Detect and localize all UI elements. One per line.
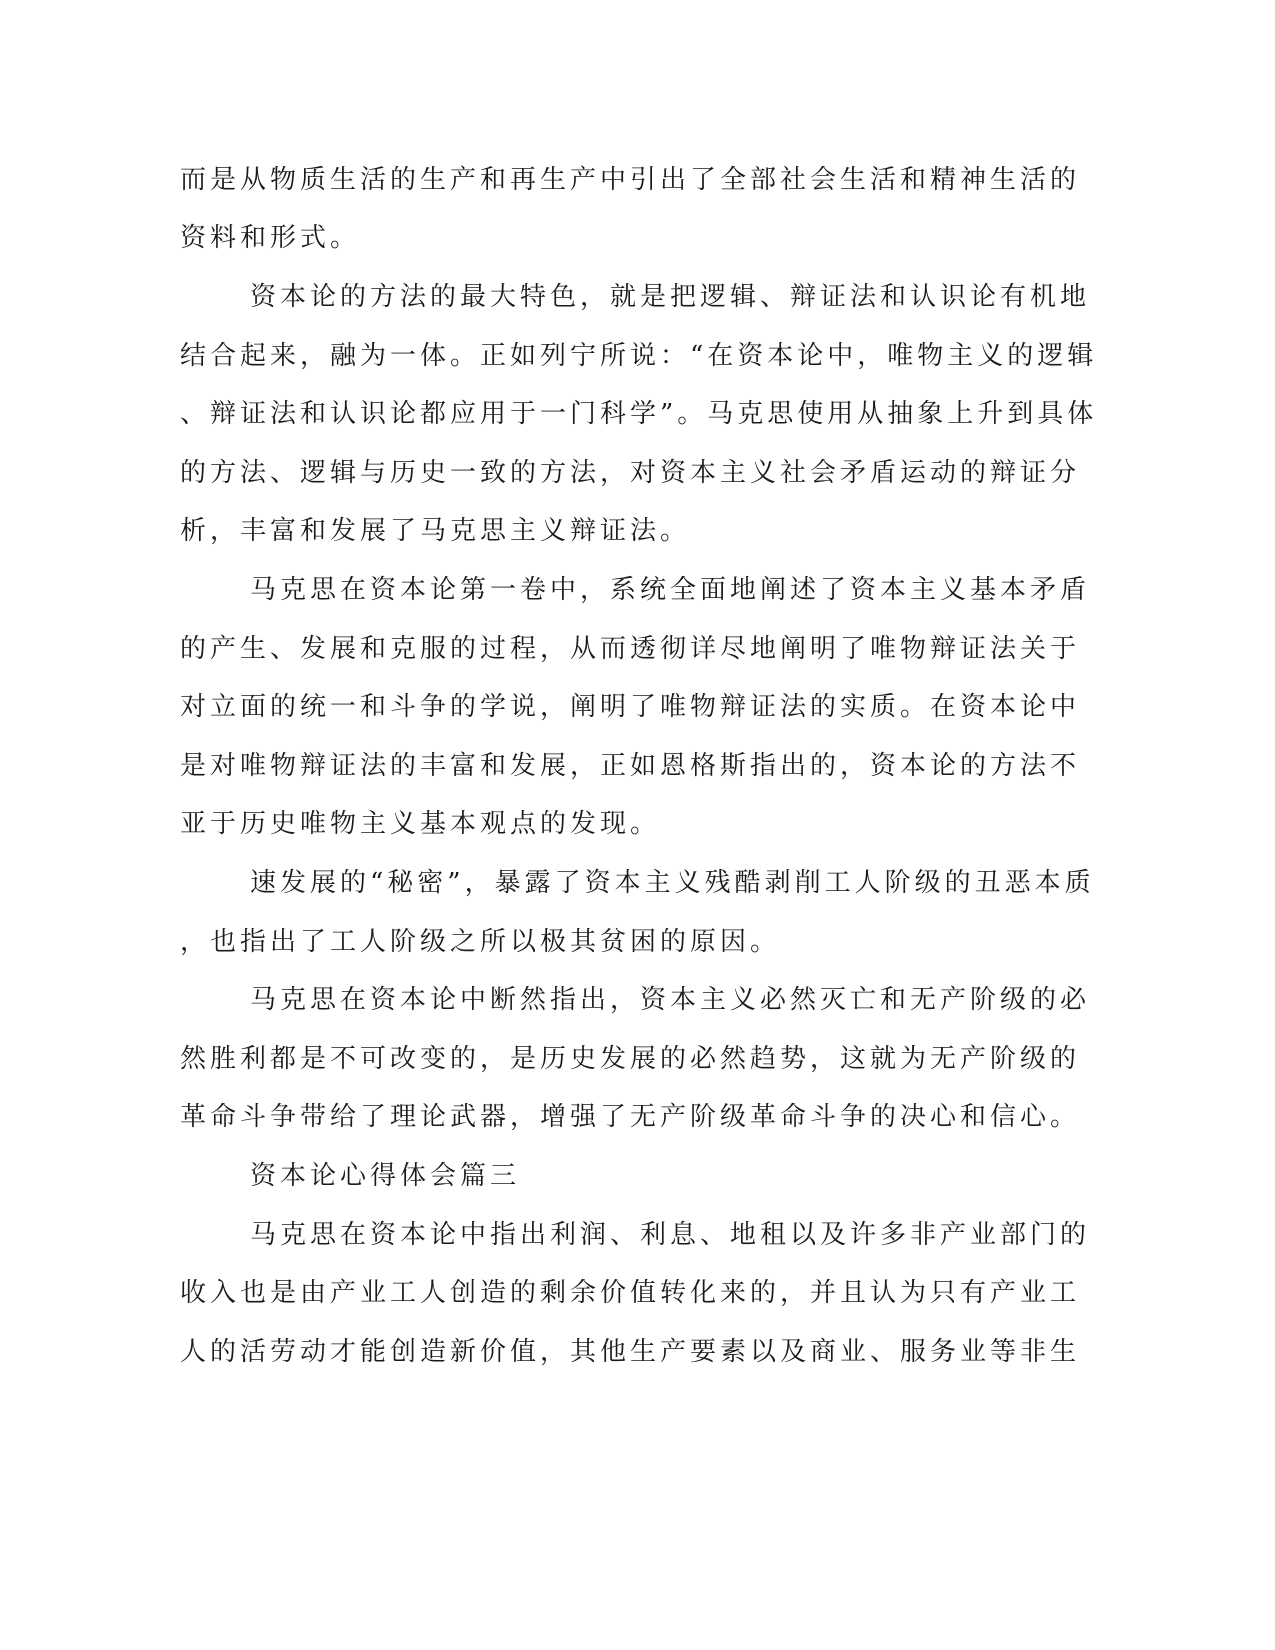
text-line: 收入也是由产业工人创造的剩余价值转化来的，并且认为只有产业工 <box>180 1278 1081 1308</box>
text-line: 的产生、发展和克服的过程，从而透彻详尽地阐明了唯物辩证法关于 <box>180 634 1081 664</box>
text-line: 结合起来，融为一体。正如列宁所说：“在资本论中，唯物主义的逻辑 <box>180 341 1098 371</box>
section-heading: 资本论心得体会篇三 <box>250 1161 521 1191</box>
text-line: 亚于历史唯物主义基本观点的发现。 <box>180 809 661 839</box>
paragraph-first-line: 马克思在资本论第一卷中，系统全面地阐述了资本主义基本矛盾 <box>250 575 1091 605</box>
text-line: 然胜利都是不可改变的，是历史发展的必然趋势，这就为无产阶级的 <box>180 1044 1081 1074</box>
text-line: 、辩证法和认识论都应用于一门科学”。马克思使用从抽象上升到具体 <box>180 399 1098 429</box>
text-line: 资料和形式。 <box>180 223 361 253</box>
paragraph-first-line: 速发展的“秘密”，暴露了资本主义残酷剥削工人阶级的丑恶本质 <box>250 868 1095 898</box>
text-line: 革命斗争带给了理论武器，增强了无产阶级革命斗争的决心和信心。 <box>180 1102 1081 1132</box>
paragraph-first-line: 资本论的方法的最大特色，就是把逻辑、辩证法和认识论有机地 <box>250 282 1091 312</box>
text-line: 对立面的统一和斗争的学说，阐明了唯物辩证法的实质。在资本论中 <box>180 692 1081 722</box>
text-line: 是对唯物辩证法的丰富和发展，正如恩格斯指出的，资本论的方法不 <box>180 751 1081 781</box>
text-line: 的方法、逻辑与历史一致的方法，对资本主义社会矛盾运动的辩证分 <box>180 458 1081 488</box>
paragraph-first-line: 马克思在资本论中指出利润、利息、地租以及许多非产业部门的 <box>250 1220 1091 1250</box>
text-line: 而是从物质生活的生产和再生产中引出了全部社会生活和精神生活的 <box>180 165 1081 195</box>
text-line: 人的活劳动才能创造新价值，其他生产要素以及商业、服务业等非生 <box>180 1337 1081 1367</box>
text-line: 析，丰富和发展了马克思主义辩证法。 <box>180 516 691 546</box>
paragraph-first-line: 马克思在资本论中断然指出，资本主义必然灭亡和无产阶级的必 <box>250 985 1091 1015</box>
text-line: ，也指出了工人阶级之所以极其贫困的原因。 <box>180 927 781 957</box>
